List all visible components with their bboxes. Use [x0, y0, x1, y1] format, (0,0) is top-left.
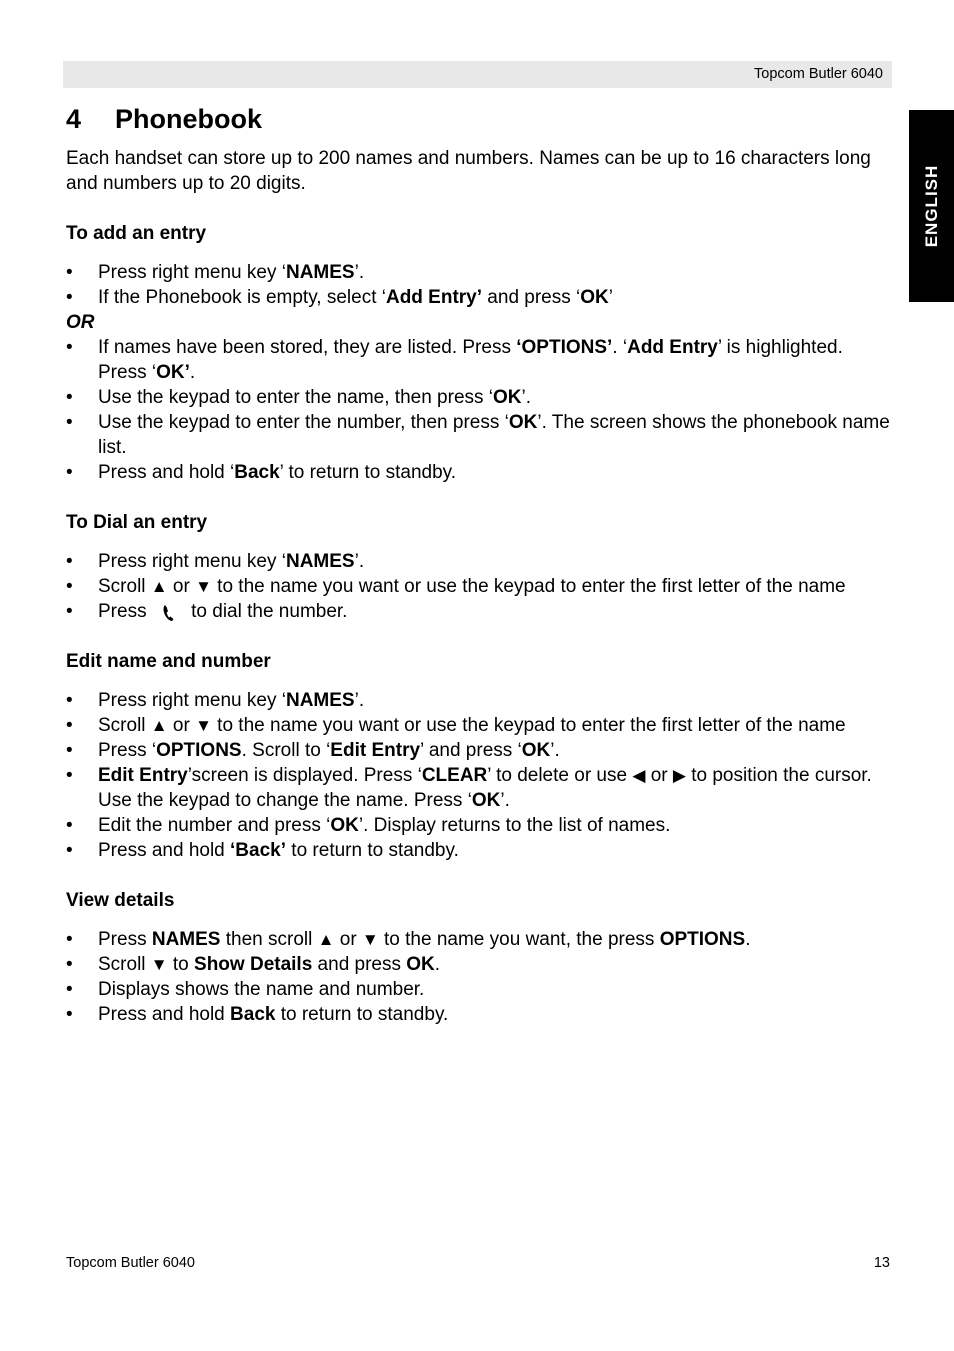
- section-heading-add-entry: To add an entry: [66, 223, 207, 244]
- list-item: • Press right menu key ‘NAMES’.: [66, 688, 890, 713]
- page-content: [66, 100, 890, 1027]
- language-tab-label: ENGLISH: [921, 164, 941, 248]
- down-arrow-icon: ▼: [150, 955, 168, 974]
- left-arrow-icon: ◀: [632, 766, 646, 785]
- list-item: • Press right menu key ‘NAMES’.: [66, 260, 890, 285]
- section-heading-dial-entry: To Dial an entry: [66, 512, 208, 533]
- list-item: • Edit the number and press ‘OK’. Display returns to the list of names.: [66, 813, 890, 838]
- view-details-list: [66, 927, 890, 1027]
- header-title: Topcom Butler 6040: [754, 66, 883, 82]
- up-arrow-icon: ▲: [150, 716, 168, 735]
- footer-title: Topcom Butler 6040: [66, 1255, 195, 1271]
- dial-entry-list: [66, 549, 890, 624]
- list-item: • Press to dial the number.: [66, 599, 890, 624]
- list-item: • Press and hold ‘Back’ to return to standby.: [66, 838, 890, 863]
- list-item: • Use the keypad to enter the name, then press ‘OK’.: [66, 385, 890, 410]
- page-number: 13: [873, 1255, 890, 1271]
- or-label: OR: [66, 312, 95, 333]
- list-item: • Scroll ▼ to Show Details and press OK.: [66, 952, 890, 977]
- list-item: • If the Phonebook is empty, select ‘Add Entry’ and press ‘OK’: [66, 285, 890, 310]
- list-item: • Scroll ▲ or ▼ to the name you want or use the keypad to enter the first letter of the name: [66, 574, 890, 599]
- intro-paragraph: Each handset can store up to 200 names and numbers. Names can be up to 16 characters long and numbers up to 20 digits.: [66, 148, 871, 194]
- add-entry-list: [66, 260, 890, 310]
- list-item: • Use the keypad to enter the number, then press ‘OK’. The screen shows the phonebook name list.: [66, 410, 890, 460]
- page-footer: [66, 1255, 890, 1271]
- down-arrow-icon: ▼: [195, 577, 212, 596]
- section-heading-edit-entry: Edit name and number: [66, 651, 271, 672]
- right-arrow-icon: ▶: [672, 766, 686, 785]
- edit-entry-list: [66, 688, 890, 863]
- list-item: • Press right menu key ‘NAMES’.: [66, 549, 890, 574]
- language-tab: [909, 110, 954, 302]
- list-item: • Press NAMES then scroll ▲ or ▼ to the name you want, the press OPTIONS.: [66, 927, 890, 952]
- list-item: • Press ‘OPTIONS. Scroll to ‘Edit Entry’ and press ‘OK’.: [66, 738, 890, 763]
- phone-handset-icon: [158, 601, 180, 623]
- list-item: • Edit Entry’screen is displayed. Press ‘CLEAR’ to delete or use ◀ or ▶ to position the cursor. Use the keypad to change the name. Press ‘OK’.: [66, 763, 890, 813]
- chapter-title: [66, 100, 890, 138]
- list-item: • Scroll ▲ or ▼ to the name you want or use the keypad to enter the first letter of the name: [66, 713, 890, 738]
- list-item: • If names have been stored, they are listed. Press ‘OPTIONS’. ‘Add Entry’ is highlighted. Press ‘OK’.: [66, 335, 890, 385]
- chapter-title-text: Phonebook: [115, 104, 262, 134]
- up-arrow-icon: ▲: [150, 577, 168, 596]
- up-arrow-icon: ▲: [317, 930, 335, 949]
- add-entry-list-alt: [66, 335, 890, 485]
- list-item: • Press and hold ‘Back’ to return to standby.: [66, 460, 890, 485]
- down-arrow-icon: ▼: [361, 930, 379, 949]
- section-heading-view-details: View details: [66, 890, 175, 911]
- chapter-number: 4: [66, 104, 82, 134]
- list-item: • Displays shows the name and number.: [66, 977, 890, 1002]
- list-item: • Press and hold Back to return to standby.: [66, 1002, 890, 1027]
- down-arrow-icon: ▼: [195, 716, 212, 735]
- running-header: [63, 61, 892, 88]
